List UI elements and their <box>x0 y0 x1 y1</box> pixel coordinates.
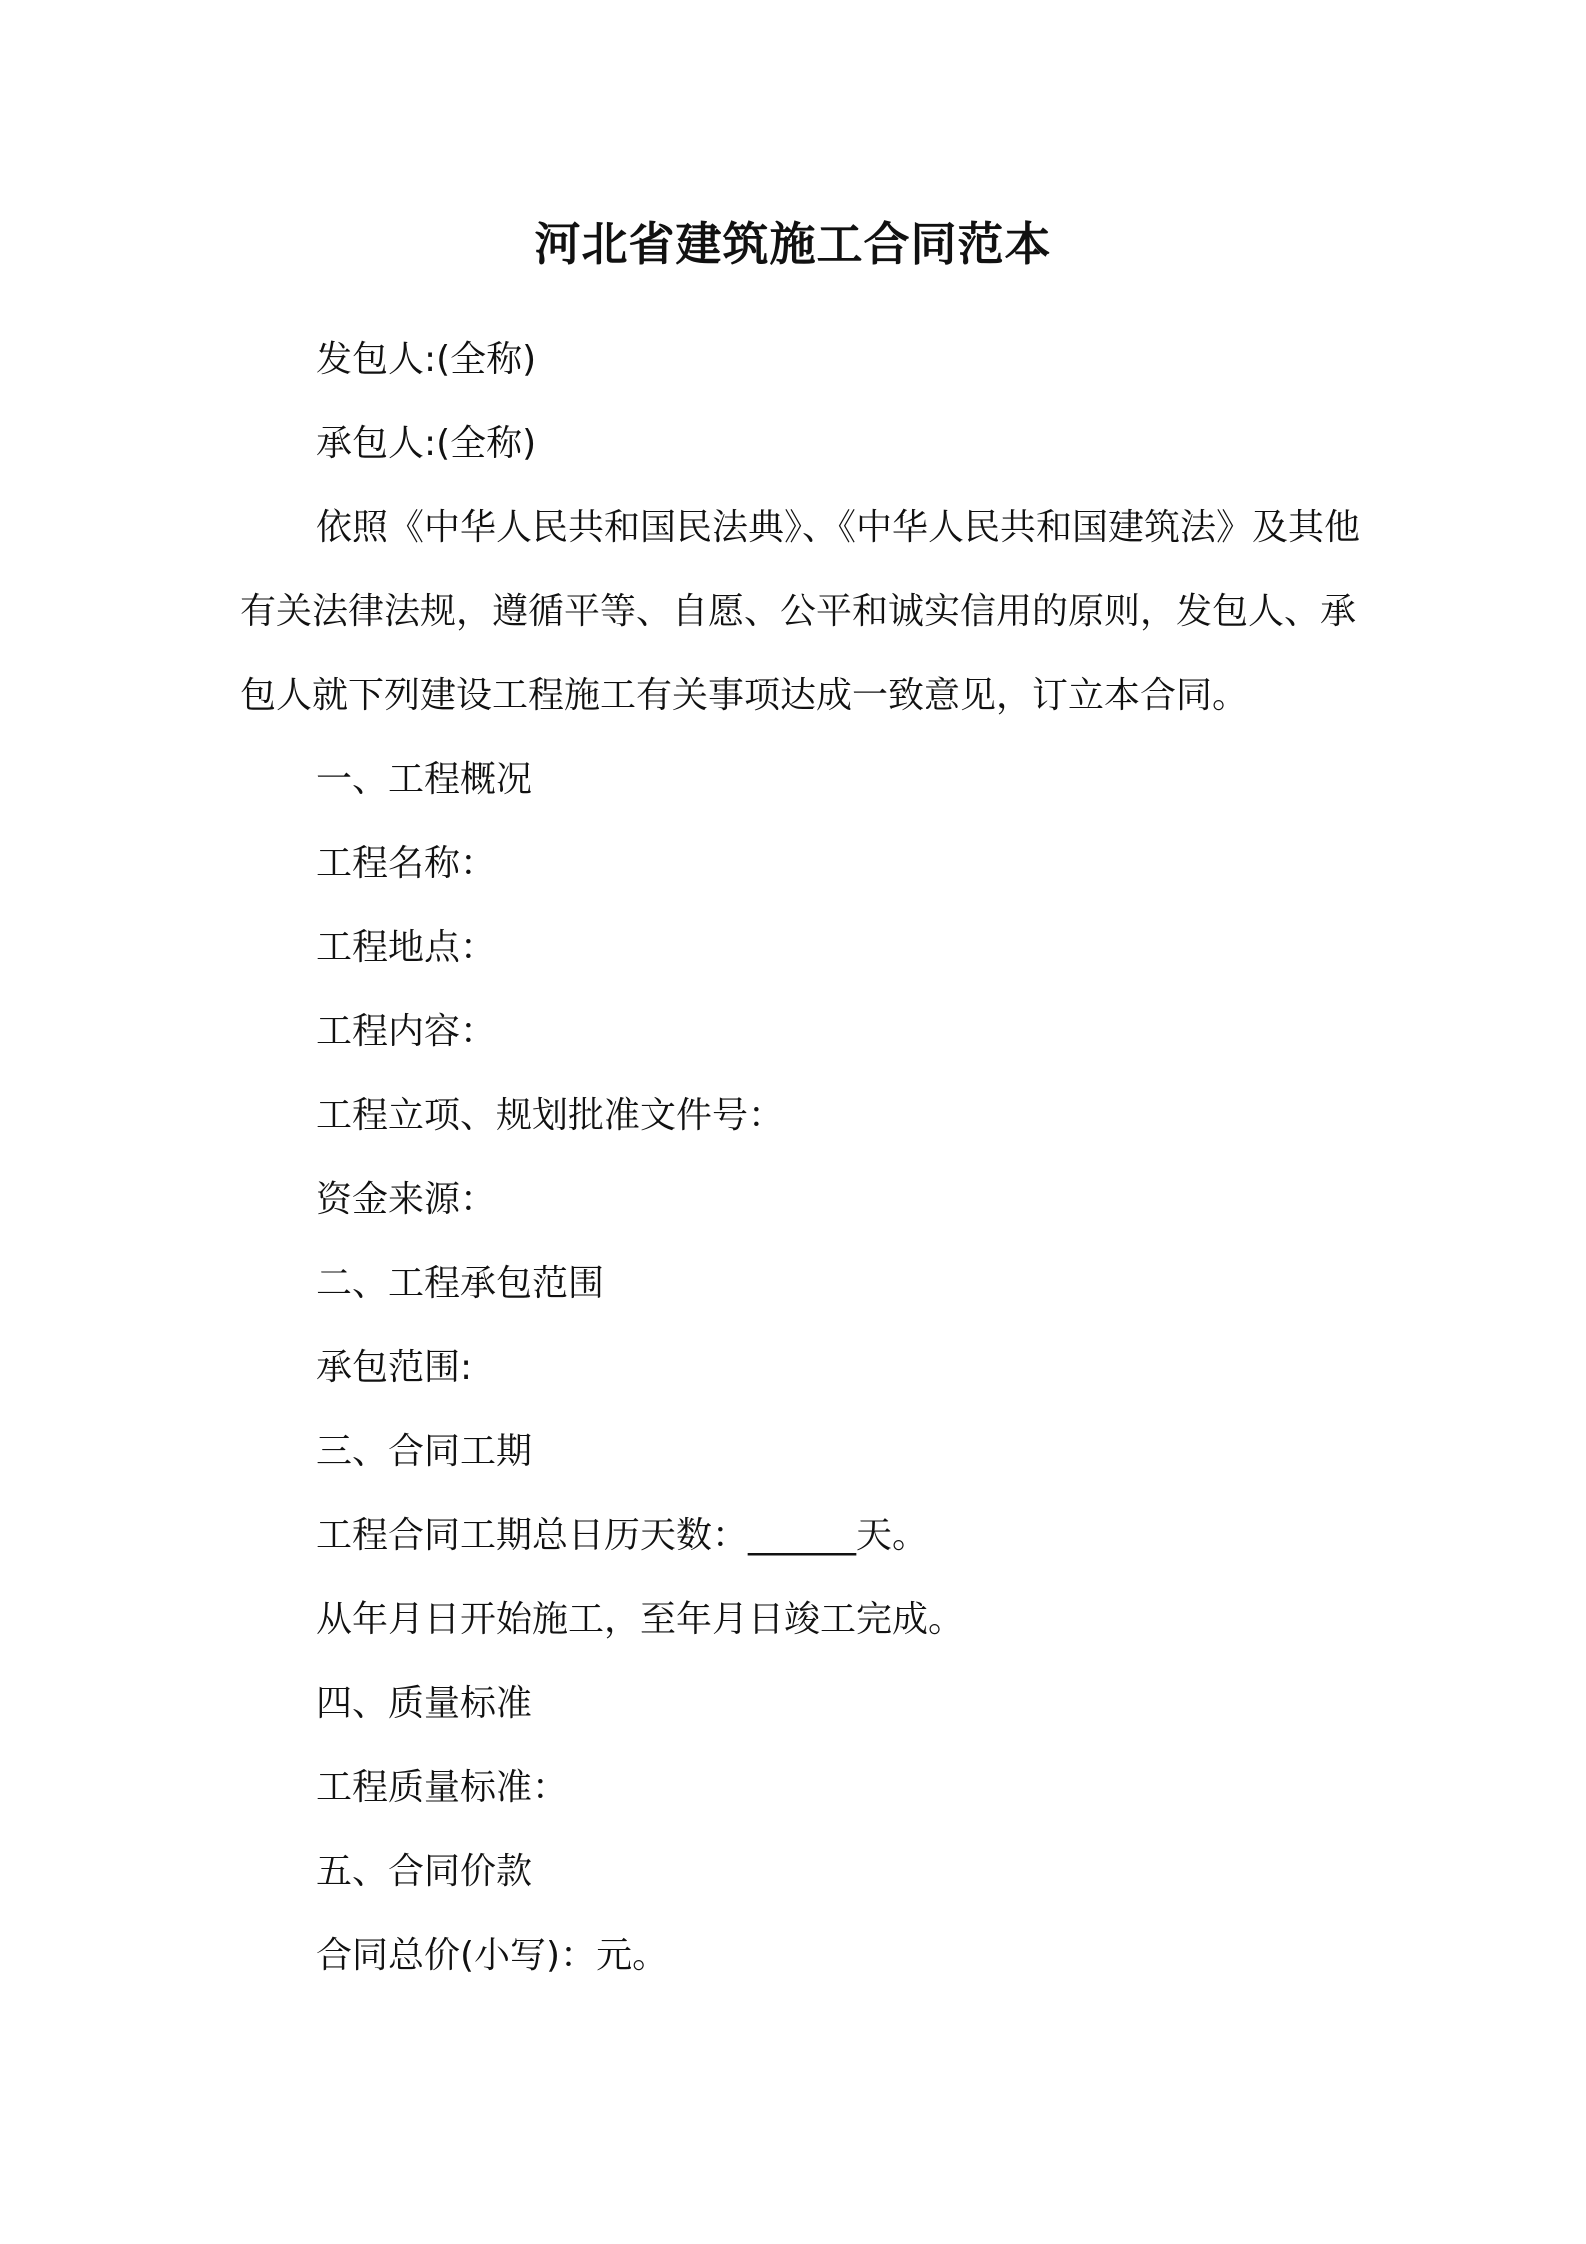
quality-standard-line: 工程质量标准： <box>316 1767 569 1808</box>
funding-source-line: 资金来源： <box>316 1179 497 1220</box>
project-content-line: 工程内容： <box>316 1011 497 1052</box>
document-body <box>240 318 1360 1998</box>
approval-document-line: 工程立项、规划批准文件号： <box>316 1095 785 1136</box>
party-a-line: 发包人:(全称) <box>316 339 537 380</box>
document-title: 河北省建筑施工合同范本 <box>534 217 1052 271</box>
section-heading-3: 三、合同工期 <box>316 1431 533 1472</box>
contract-scope-line: 承包范围: <box>316 1347 473 1388</box>
project-location-line: 工程地点： <box>316 927 497 968</box>
project-name-line: 工程名称： <box>316 843 497 884</box>
construction-period-line: 从年月日开始施工，至年月日竣工完成。 <box>316 1599 965 1640</box>
preamble-paragraph: 依照《中华人民共和国民法典》、《中华人民共和国建筑法》及其他有关法律法规，遵循平等、自愿、公平和诚实信用的原则，发包人、承包人就下列建设工程施工有关事项达成一致意见，订立本合同。 <box>240 507 1361 716</box>
contract-price-line: 合同总价(小写)：元。 <box>316 1935 669 1976</box>
section-heading-5: 五、合同价款 <box>316 1851 533 1892</box>
section-heading-4: 四、质量标准 <box>316 1683 533 1724</box>
total-days-line: 工程合同工期总日历天数：______天。 <box>316 1515 929 1556</box>
section-heading-2: 二、工程承包范围 <box>316 1263 605 1304</box>
party-b-line: 承包人:(全称) <box>316 423 537 464</box>
section-heading-1: 一、工程概况 <box>316 759 533 800</box>
